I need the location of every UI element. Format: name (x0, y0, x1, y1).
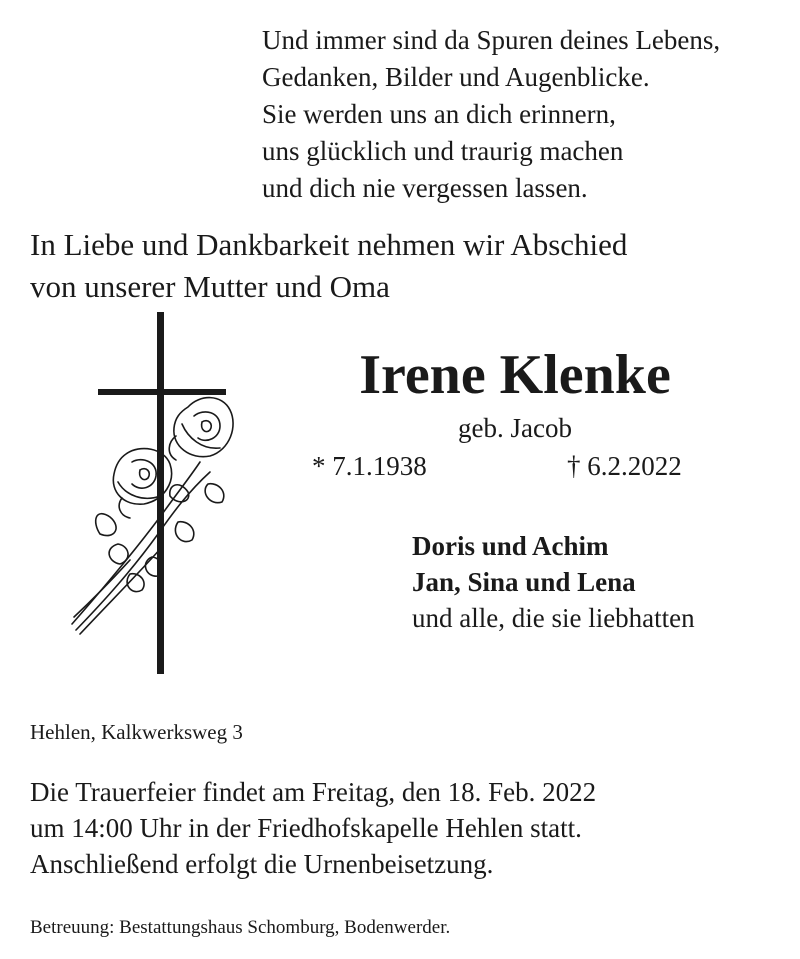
birth-name: geb. Jacob (458, 413, 572, 443)
ceremony-line: um 14:00 Uhr in der Friedhofskapelle Hehlen statt. (30, 813, 582, 843)
funeral-home-credit: Betreuung: Bestattungshaus Schomburg, Bodenwerder. (30, 917, 451, 938)
address: Hehlen, Kalkwerksweg 3 (30, 720, 243, 744)
memorial-poem (262, 22, 782, 207)
poem-line: und dich nie vergessen lassen. (262, 173, 588, 203)
mourner-line: und alle, die sie liebhatten (412, 603, 695, 633)
ceremony-line: Die Trauerfeier findet am Freitag, den 18. Feb. 2022 (30, 777, 597, 807)
intro-line: In Liebe und Dankbarkeit nehmen wir Abschied (30, 227, 628, 262)
death-date: † 6.2.2022 (567, 451, 682, 481)
farewell-intro (30, 224, 770, 308)
deceased-name: Irene Klenke (359, 344, 671, 406)
poem-line: uns glücklich und traurig machen (262, 136, 624, 166)
birth-date: * 7.1.1938 (312, 451, 427, 481)
mourner-line: Jan, Sina und Lena (412, 567, 636, 597)
poem-line: Und immer sind da Spuren deines Lebens, (262, 25, 721, 55)
poem-line: Gedanken, Bilder und Augenblicke. (262, 62, 650, 92)
ceremony-info (30, 774, 790, 882)
poem-line: Sie werden uns an dich erinnern, (262, 99, 616, 129)
mourners-list (412, 528, 792, 636)
ceremony-line: Anschließend erfolgt die Urnenbeisetzung. (30, 849, 494, 879)
intro-line: von unserer Mutter und Oma (30, 269, 390, 304)
mourner-line: Doris und Achim (412, 531, 609, 561)
cross-with-roses-icon (60, 312, 240, 674)
